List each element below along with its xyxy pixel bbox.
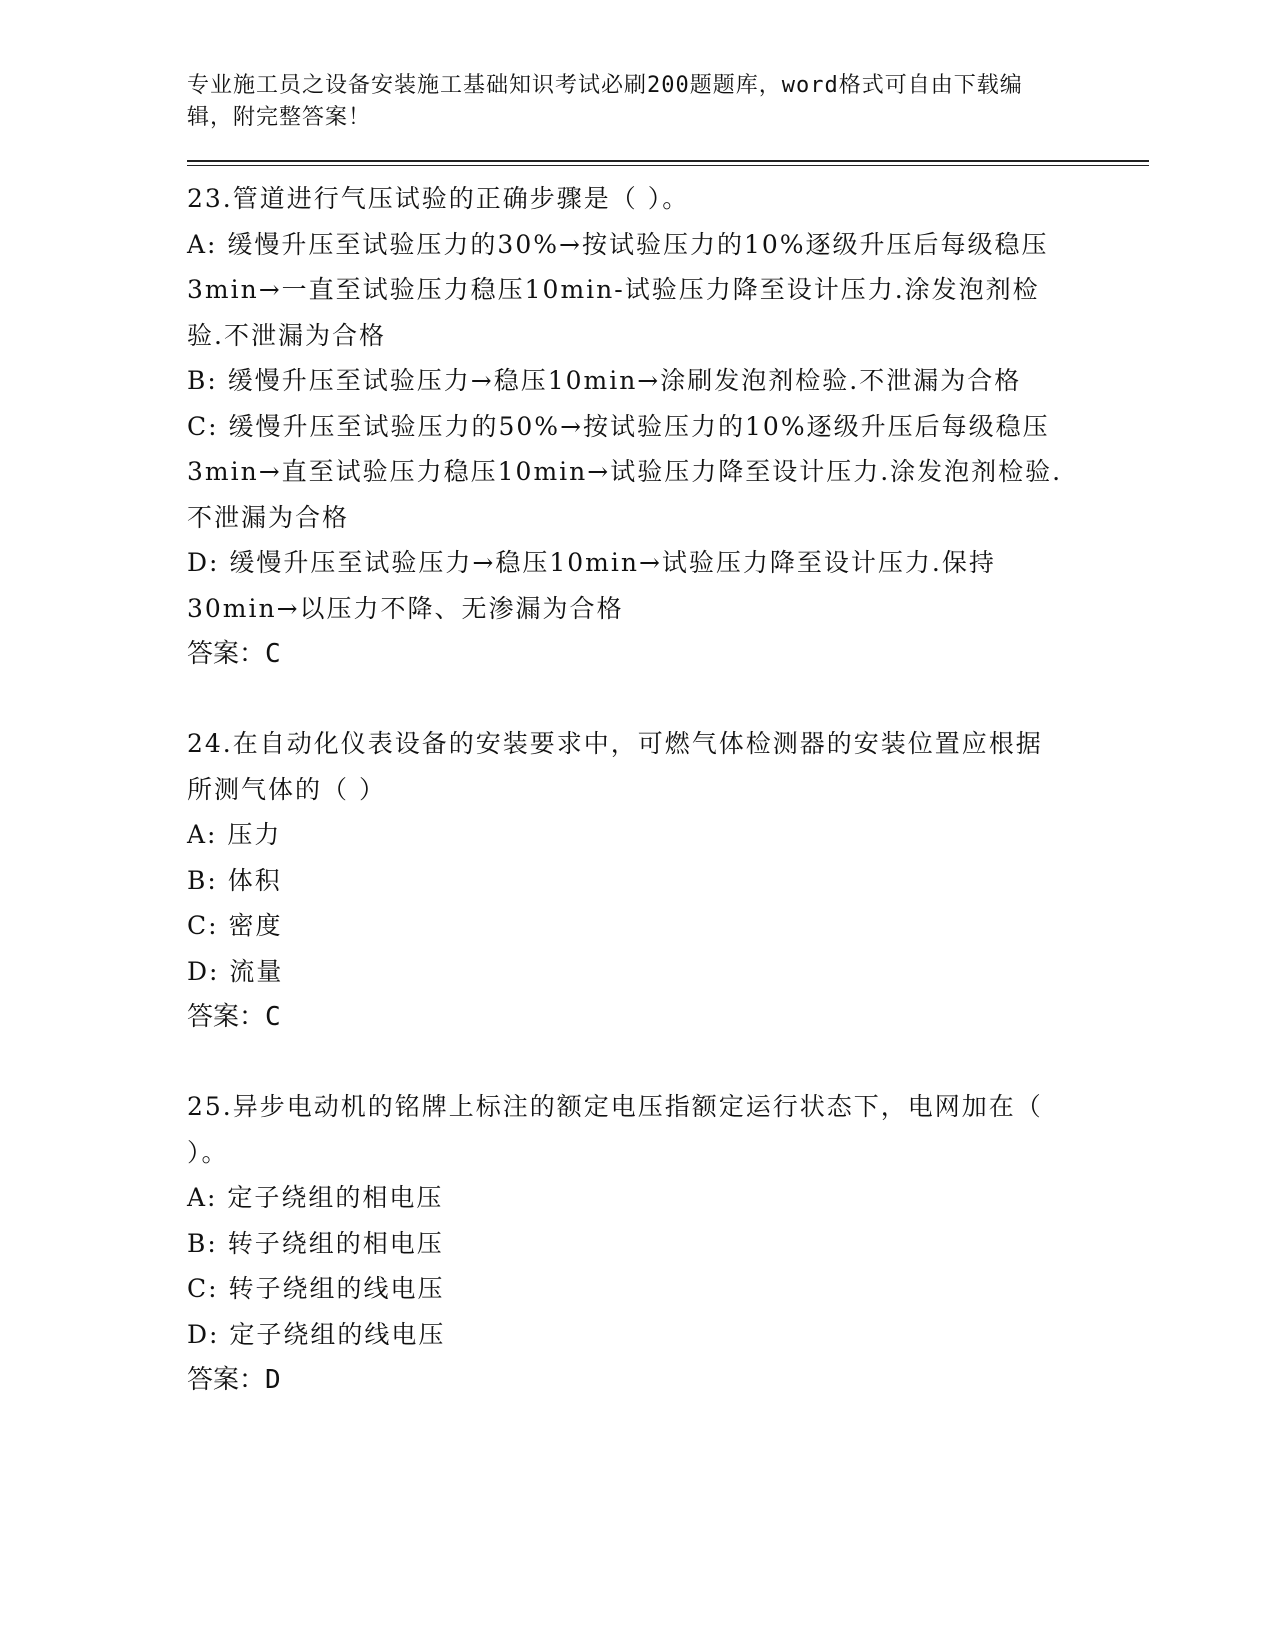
option-c: C: 转子绕组的线电压 [187,1274,445,1303]
question-stem: 24.在自动化仪表设备的安装要求中，可燃气体检测器的安装位置应根据所测气体的（ ） [187,729,1043,804]
answer: 答案：C [187,639,281,669]
answer: 答案：D [187,1365,281,1395]
option-d: D: 缓慢升压至试验压力→稳压10min→试验压力降至设计压力.保持30min→以压力不降、无渗漏为合格 [187,548,996,623]
option-c: C: 缓慢升压至试验压力的50%→按试验压力的10%逐级升压后每级稳压3min→直至试验压力稳压10min→试验压力降至设计压力.涂发泡剂检验.不泄漏为合格 [187,411,1063,532]
option-b: B: 转子绕组的相电压 [187,1228,444,1258]
option-b: B: 体积 [187,865,282,895]
option-d: D: 定子绕组的线电压 [187,1319,446,1349]
question-stem: 23.管道进行气压试验的正确步骤是（ ）。 [187,184,690,213]
option-b: B: 缓慢升压至试验压力→稳压10min→涂刷发泡剂检验.不泄漏为合格 [187,366,1022,395]
option-d: D: 流量 [187,956,284,986]
question-list [187,176,1067,1403]
option-a: A: 压力 [187,820,282,849]
document-header: 专业施工员之设备安装施工基础知识考试必刷200题题库，word格式可自由下载编辑，附完整答案！ [187,73,1023,130]
header-divider [187,160,1149,166]
question-25 [187,1084,1067,1403]
question-stem: 25.异步电动机的铭牌上标注的额定电压指额定运行状态下，电网加在（ ）。 [187,1092,1043,1167]
document-page [187,70,1157,1447]
question-23 [187,176,1067,677]
option-a: A: 定子绕组的相电压 [187,1183,444,1212]
question-24 [187,721,1067,1040]
option-a: A: 缓慢升压至试验压力的30%→按试验压力的10%逐级升压后每级稳压3min→一直至试验压力稳压10min-试验压力降至设计压力.涂发泡剂检验.不泄漏为合格 [187,229,1049,350]
answer: 答案：C [187,1002,281,1032]
option-c: C: 密度 [187,911,283,940]
